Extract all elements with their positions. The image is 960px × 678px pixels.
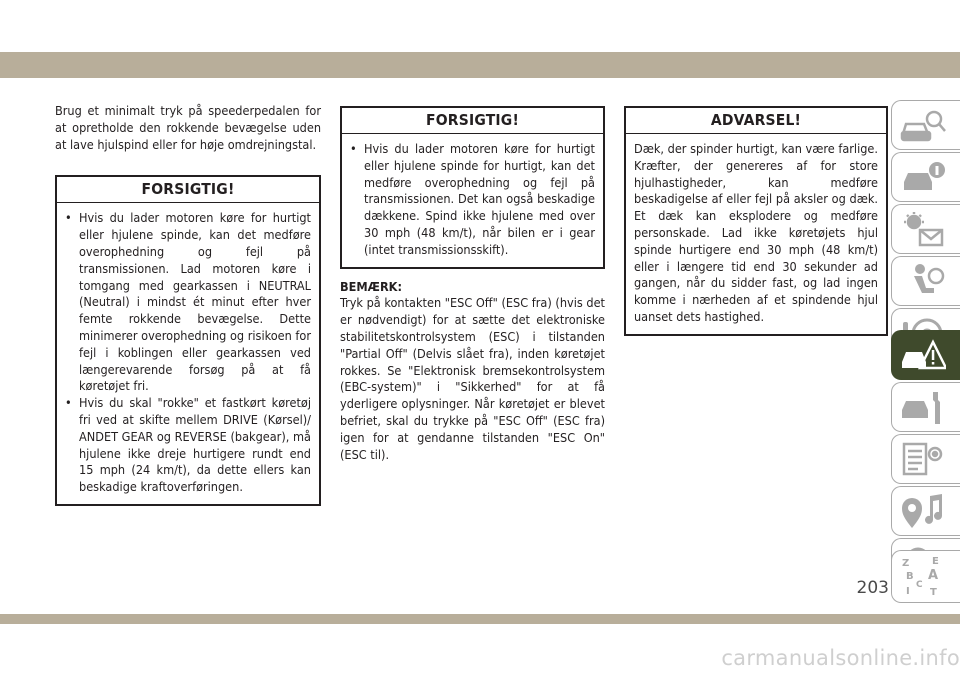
- column-2: [340, 106, 605, 463]
- car-info-icon: [900, 158, 946, 198]
- watermark: carmanualsonline.info: [721, 646, 960, 670]
- warning-box: [624, 106, 888, 336]
- caution-box-1: [55, 175, 321, 506]
- bottom-band: [0, 614, 960, 624]
- warning-title: ADVARSEL!: [626, 108, 886, 134]
- index-letter-c: C: [916, 580, 923, 590]
- index-letter-i: I: [906, 586, 910, 597]
- alphabet-index-icon: [900, 555, 946, 599]
- index-letter-t: T: [930, 587, 937, 598]
- index-letter-b: B: [906, 571, 914, 582]
- top-band: [0, 52, 960, 78]
- caution-title-1: FORSIGTIG!: [57, 177, 319, 203]
- index-letter-a: A: [928, 568, 939, 583]
- tab-hazard-car[interactable]: [891, 330, 960, 380]
- hazard-car-icon: [900, 336, 946, 376]
- tab-lights-message[interactable]: [891, 204, 960, 254]
- tab-car-info[interactable]: [891, 152, 960, 202]
- car-wrench-icon: [900, 388, 946, 428]
- column-3: [624, 106, 888, 336]
- lights-message-icon: [900, 210, 946, 250]
- gps-music-icon: [900, 492, 946, 532]
- warning-paragraph: Dæk, der spinder hurtigt, kan være farlige. Kræfter, der genereres af for store hjulhastigheder, kan medføre beskadigelse af eller fejl på aksler og dæk. Et dæk kan eksplodere og medføre personskade. Lad ikke køretøjets hjul spinde hurtigere end 30 mph (48 km/t) eller i længere tid end 30 sekunder ad gangen, når du sidder fast, og lad ingen komme i nærheden af et spindende hjul uanset dets hastighed.: [634, 141, 878, 324]
- caution-box-2: [340, 106, 605, 269]
- page-number: 203: [856, 578, 889, 598]
- intro-paragraph: Brug et minimalt tryk på speederpedalen for at opretholde den rokkende bevægelse uden at lave hjulspind eller for høje omdrejningstal.: [55, 103, 321, 152]
- note-paragraph: Tryk på kontakten "ESC Off" (ESC fra) (hvis det er nødvendigt) for at sætte det elektroniske stabilitetskontrolsystem (ESC) i tilstanden "Partial Off" (Delvis slået fra), inden køretøjet rokkes. Se "Elektronisk bremsekontrolsystem (EBC-system)" i "Sikkerhed" for at få yderligere oplysninger. Når køretøjet er blevet befriet, skal du trykke på "ESC Off" (ESC fra) igen for at gendanne tilstanden "ESC On" (ESC til).: [340, 295, 605, 462]
- list-gear-icon: [900, 440, 946, 480]
- index-letter-e: E: [932, 556, 939, 567]
- caution-title-2: FORSIGTIG!: [342, 108, 603, 134]
- seat-airbag-icon: [900, 262, 946, 302]
- tab-alphabet-index[interactable]: [891, 550, 960, 603]
- caution-1-item-1: • Hvis du lader motoren køre for hurtigt eller hjulene spinde, kan det medføre overophedning og fejl på transmissionen. Lad motoren køre i tomgang med gearkassen i NEUTRAL (Neutral) i mindst ét minut efter hver femte rokkende bevægelse. Dette minimerer overophedning og risikoen for fejl i koblingen eller gearkassen ved længerevarende forsøg på at få køretøjet fri.: [65, 210, 311, 395]
- tab-gps-music[interactable]: [891, 486, 960, 536]
- index-letter-z: Z: [902, 558, 910, 569]
- tab-car-search[interactable]: [891, 100, 960, 150]
- note-title: BEMÆRK:: [340, 278, 402, 294]
- tab-car-wrench[interactable]: [891, 382, 960, 432]
- caution-2-item-1: • Hvis du lader motoren køre for hurtigt eller hjulene spinde for hurtigt, kan det medføre overophedning og fejl på transmissionen. Det kan også beskadige dækkene. Spind ikke hjulene med over 30 mph (48 km/t), når bilen er i gear (intet transmissionsskift).: [350, 141, 595, 259]
- tab-seat-airbag[interactable]: [891, 256, 960, 306]
- column-1: [55, 103, 321, 506]
- caution-1-item-2: • Hvis du skal "rokke" et fastkørt køretøj fri ved at skifte mellem DRIVE (Kørsel)/ ANDET GEAR og REVERSE (bakgear), må hjulene ikke dreje hurtigere rundt end 15 mph (24 km/t), da dette ellers kan beskadige kraftoverføringen.: [65, 395, 311, 496]
- car-search-icon: [900, 106, 946, 146]
- chapter-tabs: [891, 100, 960, 603]
- tab-list-gear[interactable]: [891, 434, 960, 484]
